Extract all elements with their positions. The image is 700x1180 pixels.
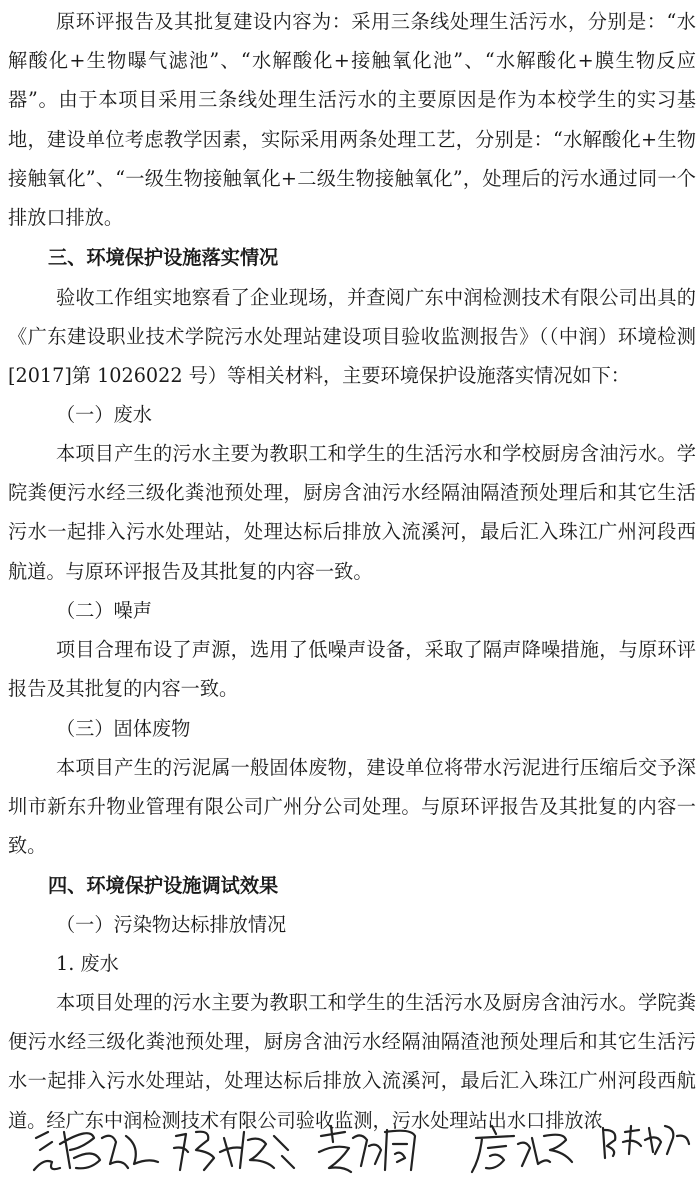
section-heading-3: 三、环境保护设施落实情况 (48, 246, 279, 269)
paragraph-wastewater-results: 本项目处理的污水主要为教职工和学生的生活污水及厨房含油污水。学院粪便污水经三级化粪池预处理，厨房含油污水经隔油隔渣池预处理后和其它生活污水一起排入污水处理站，处理达标后排放入流溪河，最后汇入珠江广州河段西航道。经广东中润检测技术有限公司验收监测，污水处理站出水口排放浓 (8, 991, 696, 1132)
handwritten-signature-4-icon (468, 1118, 578, 1180)
handwritten-signature-1-icon (30, 1118, 165, 1180)
paragraph-wastewater: 本项目产生的污水主要为教职工和学生的生活污水和学校厨房含油污水。学院粪便污水经三级化粪池预处理，厨房含油污水经隔油隔渣预处理后和其它生活污水一起排入污水处理站，处理达标后排放入流溪河，最后汇入珠江广州河段西航道。与原环评报告及其批复的内容一致。 (8, 442, 696, 583)
handwritten-signature-5-icon (595, 1118, 695, 1180)
paragraph-original-eia: 原环评报告及其批复建设内容为：采用三条线处理生活污水，分别是：“水解酸化+生物曝气滤池”、“水解酸化+接触氧化池”、“水解酸化+膜生物反应器”。由于本项目采用三条线处理生活污水的主要原因是作为本校学生的实习基地，建设单位考虑教学因素，实际采用两条处理工艺，分别是：“水解酸化+生物接触氧化”、“一级生物接触氧化+二级生物接触氧化”，处理后的污水通过同一个排放口排放。 (8, 10, 696, 230)
signature-row (0, 1118, 700, 1180)
subheading-wastewater-2: 1. 废水 (56, 952, 119, 975)
subheading-discharge: （一）污染物达标排放情况 (56, 913, 287, 936)
handwritten-signature-3-icon (315, 1118, 430, 1180)
subheading-wastewater: （一）废水 (56, 403, 152, 426)
section-heading-4: 四、环境保护设施调试效果 (48, 874, 279, 897)
subheading-noise: （二）噪声 (56, 599, 152, 622)
paragraph-noise: 项目合理布设了声源，选用了低噪声设备，采取了隔声降噪措施，与原环评报告及其批复的内容一致。 (8, 638, 696, 701)
subheading-solid-waste: （三）固体废物 (56, 717, 191, 740)
handwritten-signature-2-icon (170, 1118, 300, 1180)
paragraph-solid-waste: 本项目产生的污泥属一般固体废物，建设单位将带水污泥进行压缩后交予深圳市新东升物业管理有限公司广州分公司处理。与原环评报告及其批复的内容一致。 (8, 756, 696, 858)
paragraph-inspection: 验收工作组实地察看了企业现场，并查阅广东中润检测技术有限公司出具的《广东建设职业技术学院污水处理站建设项目验收监测报告》（（中润）环境检测[2017]第 1026022 号）等相关材料，主要环境保护设施落实情况如下： (8, 286, 696, 388)
